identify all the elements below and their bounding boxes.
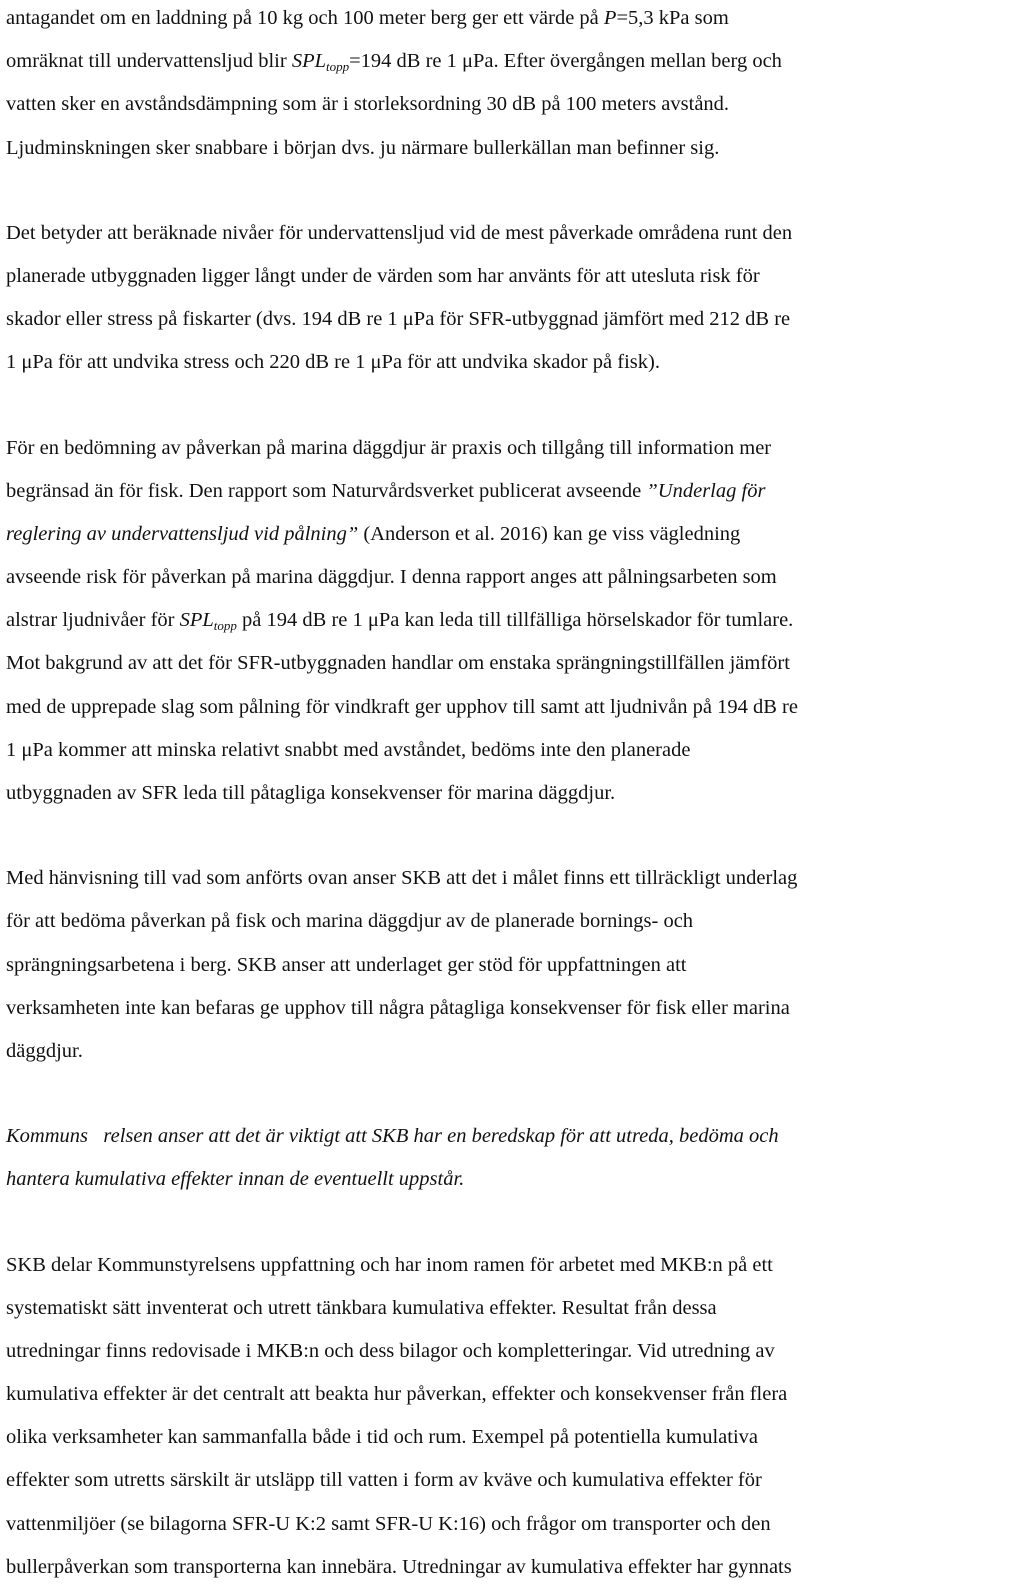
- document-page: [6, 0, 1018, 1589]
- subscript-topp: topp: [326, 59, 349, 74]
- text-line: Kommuns relsen anser att det är viktigt att SKB har en beredskap för att utreda, bedöma och: [6, 1115, 1018, 1158]
- text-line: [6, 40, 1018, 83]
- paragraph-5-quoted-statement: [6, 1115, 1018, 1201]
- text-line: bullerpåverkan som transporterna kan innebära. Utredningar av kumulativa effekter har gynnats: [6, 1546, 1018, 1589]
- text-line: Mot bakgrund av att det för SFR-utbyggnaden handlar om enstaka sprängningstillfällen jämfört: [6, 642, 1018, 685]
- text-line: SKB delar Kommunstyrelsens uppfattning och har inom ramen för arbetet med MKB:n på ett: [6, 1244, 1018, 1287]
- paragraph-gap: [6, 815, 1018, 857]
- text-line: systematiskt sätt inventerat och utrett tänkbara kumulativa effekter. Resultat från dessa: [6, 1287, 1018, 1330]
- text-segment: alstrar ljudnivåer för: [6, 609, 180, 631]
- text-line: däggdjur.: [6, 1030, 1018, 1073]
- paragraph-3: [6, 427, 1018, 816]
- text-line: [6, 513, 1018, 556]
- text-line: kumulativa effekter är det centralt att beakta hur påverkan, effekter och konsekvenser från flera: [6, 1373, 1018, 1416]
- text-line: sprängningsarbetena i berg. SKB anser att underlaget ger stöd för uppfattningen att: [6, 944, 1018, 987]
- text-line: Med hänvisning till vad som anförts ovan anser SKB att det i målet finns ett tillräckligt underlag: [6, 857, 1018, 900]
- variable-spl: SPL: [292, 50, 326, 72]
- text-line: 1 μPa för att undvika stress och 220 dB re 1 μPa för att undvika skador på fisk).: [6, 341, 1018, 384]
- text-line: Ljudminskningen sker snabbare i början dvs. ju närmare bullerkällan man befinner sig.: [6, 127, 1018, 170]
- text-line: verksamheten inte kan befaras ge upphov till några påtagliga konsekvenser för fisk eller marina: [6, 987, 1018, 1030]
- text-line: Det betyder att beräknade nivåer för undervattensljud vid de mest påverkade områdena runt den: [6, 212, 1018, 255]
- paragraph-gap: [6, 170, 1018, 212]
- text-segment: antagandet om en laddning på 10 kg och 100 meter berg ger ett värde på: [6, 7, 604, 29]
- text-line: vattenmiljöer (se bilagorna SFR-U K:2 samt SFR-U K:16) och frågor om transporter och den: [6, 1503, 1018, 1546]
- text-line: [6, 470, 1018, 513]
- text-line: vatten sker en avståndsdämpning som är i storleksordning 30 dB på 100 meters avstånd.: [6, 83, 1018, 126]
- text-line: med de upprepade slag som pålning för vindkraft ger upphov till samt att ljudnivån på 194 dB re: [6, 686, 1018, 729]
- text-segment: =5,3 kPa som: [616, 7, 728, 29]
- text-line: planerade utbyggnaden ligger långt under de värden som har använts för att utesluta risk för: [6, 255, 1018, 298]
- text-segment: omräknat till undervattensljud blir: [6, 50, 292, 72]
- text-segment: =194 dB re 1 μPa. Efter övergången mellan berg och: [349, 50, 782, 72]
- paragraph-gap: [6, 385, 1018, 427]
- text-line: hantera kumulativa effekter innan de eventuellt uppstår.: [6, 1158, 1018, 1201]
- text-line: 1 μPa kommer att minska relativt snabbt med avståndet, bedöms inte den planerade: [6, 729, 1018, 772]
- text-line: för att bedöma påverkan på fisk och marina däggdjur av de planerade bornings- och: [6, 900, 1018, 943]
- text-line: effekter som utretts särskilt är utsläpp till vatten i form av kväve och kumulativa effekter för: [6, 1459, 1018, 1502]
- text-segment: på 194 dB re 1 μPa kan leda till tillfälliga hörselskador för tumlare.: [237, 609, 793, 631]
- text-line: avseende risk för påverkan på marina däggdjur. I denna rapport anges att pålningsarbeten som: [6, 556, 1018, 599]
- text-line: utredningar finns redovisade i MKB:n och dess bilagor och kompletteringar. Vid utredning av: [6, 1330, 1018, 1373]
- text-line: olika verksamheter kan sammanfalla både i tid och rum. Exempel på potentiella kumulativa: [6, 1416, 1018, 1459]
- variable-spl: SPL: [180, 609, 214, 631]
- text-line: För en bedömning av påverkan på marina däggdjur är praxis och tillgång till information mer: [6, 427, 1018, 470]
- paragraph-gap: [6, 1073, 1018, 1115]
- text-segment: begränsad än för fisk. Den rapport som Naturvårdsverket publicerat avseende: [6, 480, 646, 502]
- variable-p: P: [604, 7, 617, 29]
- paragraph-4: [6, 857, 1018, 1073]
- report-title: reglering av undervattensljud vid pålning”: [6, 523, 358, 545]
- paragraph-6: [6, 1244, 1018, 1589]
- text-line: skador eller stress på fiskarter (dvs. 194 dB re 1 μPa för SFR-utbyggnad jämfört med 212 dB re: [6, 298, 1018, 341]
- text-segment: (Anderson et al. 2016) kan ge viss vägledning: [358, 523, 740, 545]
- text-line: utbyggnaden av SFR leda till påtagliga konsekvenser för marina däggdjur.: [6, 772, 1018, 815]
- paragraph-2: [6, 212, 1018, 385]
- text-line: [6, 599, 1018, 642]
- paragraph-gap: [6, 1202, 1018, 1244]
- paragraph-1: [6, 0, 1018, 170]
- subscript-topp: topp: [214, 618, 237, 633]
- report-title: ”Underlag för: [646, 480, 765, 502]
- text-line: [6, 0, 1018, 40]
